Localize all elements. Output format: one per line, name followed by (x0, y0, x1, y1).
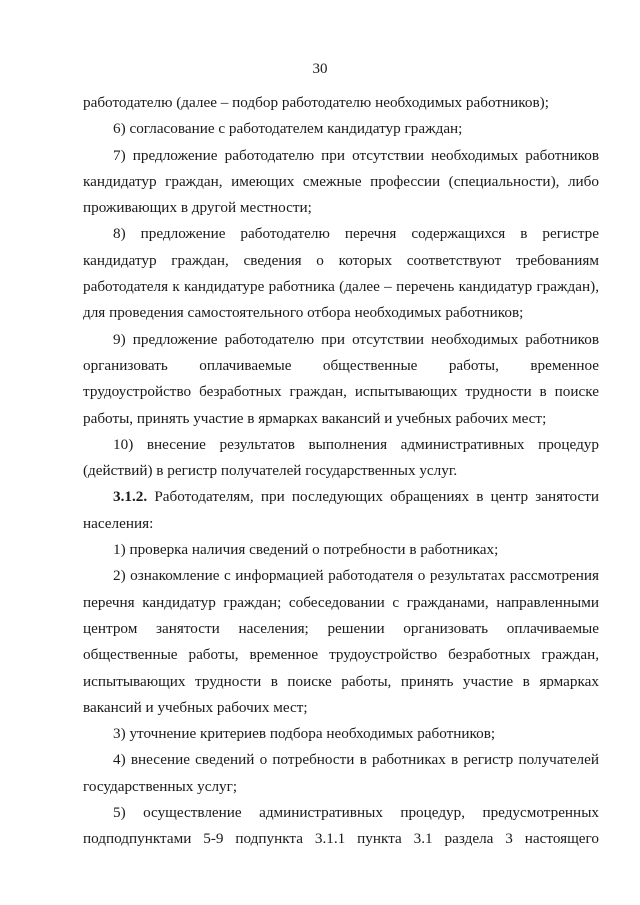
paragraph-text: Работодателям, при последующих обращениях в центр занятости населения: (83, 488, 599, 532)
paragraph-text: 5) осуществление административных процедур, предусмотренных подподпунктами 5-9 подпункта 3.1.1 пункта 3.1 раздела 3 настоящего (83, 804, 599, 848)
list-item-9 (83, 327, 599, 432)
list-item-1 (83, 537, 599, 563)
list-item-4 (83, 747, 599, 800)
paragraph-text: 6) согласование с работодателем кандидатур граждан; (113, 120, 463, 138)
list-item-10 (83, 432, 599, 485)
paragraph-text: 9) предложение работодателю при отсутствии необходимых работников организовать оплачиваемые общественные работы, временное трудоустройство безработных граждан, испытывающих трудности в поиске работы, принять участие в ярмарках вакансий и учебных рабочих мест; (83, 330, 599, 427)
paragraph-text: 1) проверка наличия сведений о потребности в работниках; (113, 541, 499, 559)
paragraph-text: 3) уточнение критериев подбора необходимых работников; (113, 725, 496, 743)
document-body (83, 90, 599, 853)
list-item-2 (83, 563, 599, 721)
section-number: 3.1.2. (113, 488, 148, 506)
paragraph-text: 10) внесение результатов выполнения административных процедур (действий) в регистр получателей государственных услуг. (83, 435, 599, 480)
list-item-8 (83, 221, 599, 326)
list-item-6 (83, 116, 599, 142)
page-number: 30 (312, 61, 328, 77)
paragraph-text: 2) ознакомление с информацией работодателя о результатах рассмотрения перечня кандидатур граждан; собеседовании с гражданами, направленными центром занятости населения; решении организовать оплачиваемые общественные работы, временное трудоустройство безработных граждан, испытывающих трудности в поиске работы, принять участие в ярмарках вакансий и учебных рабочих мест; (83, 567, 599, 716)
list-item-3 (83, 721, 599, 747)
paragraph-text: 7) предложение работодателю при отсутствии необходимых работников кандидатур граждан, имеющих смежные профессии (специальности), либо проживающих в другой местности; (83, 146, 599, 217)
section-3-1-2 (83, 484, 599, 537)
paragraph-text: 8) предложение работодателю перечня содержащихся в регистре кандидатур граждан, сведения о которых соответствуют требованиям работодателя к кандидатуре работника (далее – перечень кандидатур граждан), для проведения самостоятельного отбора необходимых работников; (83, 225, 599, 322)
paragraph-continuation (83, 90, 599, 116)
list-item-7 (83, 143, 599, 222)
list-item-5 (83, 800, 599, 853)
paragraph-text: 4) внесение сведений о потребности в работниках в регистр получателей государственных услуг; (83, 751, 599, 795)
paragraph-text: работодателю (далее – подбор работодателю необходимых работников); (83, 94, 549, 111)
